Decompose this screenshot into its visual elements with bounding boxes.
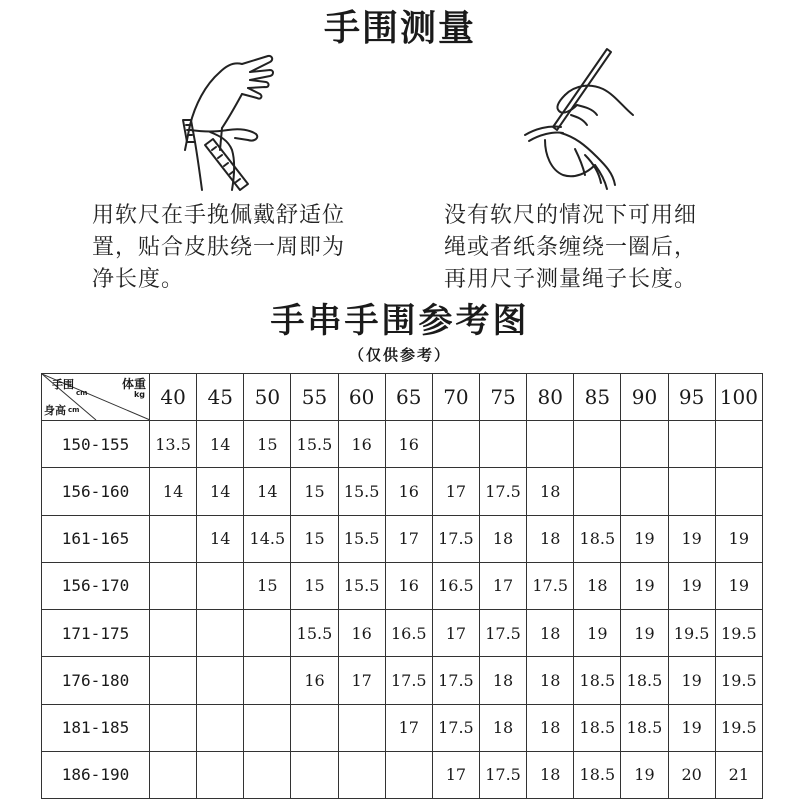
wrist-size-cell: 14 <box>197 468 244 515</box>
table-row <box>42 562 763 609</box>
wrist-size-cell: 15.5 <box>291 610 338 657</box>
table-row <box>42 751 763 798</box>
wrist-size-cell: 19 <box>715 515 762 562</box>
wrist-size-cell: 16.5 <box>432 562 479 609</box>
weight-header-cell: 40 <box>150 374 197 421</box>
instruction-line: 绳或者纸条缠绕一圈后， <box>444 235 698 260</box>
instruction-line: 再用尺子测量绳子长度。 <box>444 267 698 292</box>
wrist-size-cell <box>150 515 197 562</box>
wrist-size-cell <box>150 610 197 657</box>
wrist-size-cell: 18 <box>479 704 526 751</box>
wrist-size-cell: 15.5 <box>338 515 385 562</box>
wrist-size-cell <box>338 704 385 751</box>
height-unit: cm <box>68 406 80 414</box>
wrist-size-cell: 19 <box>621 562 668 609</box>
wrist-size-cell: 17.5 <box>479 610 526 657</box>
instruction-line: 用软尺在手挽佩戴舒适位 <box>92 203 346 228</box>
weight-header-cell: 75 <box>479 374 526 421</box>
wrist-size-cell <box>197 704 244 751</box>
height-range-cell: 171-175 <box>42 610 150 657</box>
wrist-size-cell: 19 <box>668 657 715 704</box>
wrist-size-cell: 17 <box>432 468 479 515</box>
wrist-size-cell <box>527 421 574 468</box>
wrist-size-cell: 15.5 <box>338 562 385 609</box>
height-range-cell: 156-170 <box>42 562 150 609</box>
weight-header-cell: 80 <box>527 374 574 421</box>
wrist-size-cell <box>338 751 385 798</box>
wrist-size-cell: 17 <box>432 751 479 798</box>
wrist-size-cell <box>715 468 762 515</box>
wrist-size-cell: 17.5 <box>385 657 432 704</box>
wrist-size-cell: 18 <box>527 468 574 515</box>
weight-unit: kg <box>133 390 145 399</box>
wrist-size-cell: 18 <box>479 515 526 562</box>
weight-header-cell: 70 <box>432 374 479 421</box>
wrist-size-cell: 16 <box>291 657 338 704</box>
wrist-size-cell: 14 <box>197 421 244 468</box>
wrist-size-cell <box>150 751 197 798</box>
wrist-tape-illustration <box>150 50 300 200</box>
wrist-size-cell: 18 <box>527 751 574 798</box>
wrist-size-cell <box>197 751 244 798</box>
wrist-size-cell: 19.5 <box>668 610 715 657</box>
wrist-size-cell <box>150 562 197 609</box>
chart-title: 手串手围参考图 <box>270 301 530 341</box>
wrist-size-cell <box>668 468 715 515</box>
weight-header-cell: 95 <box>668 374 715 421</box>
wrist-size-cell: 13.5 <box>150 421 197 468</box>
wrist-size-cell: 17 <box>338 657 385 704</box>
wrist-size-cell <box>150 657 197 704</box>
wrist-size-cell <box>150 704 197 751</box>
weight-label: 体重 <box>121 377 146 391</box>
wrist-size-cell: 17.5 <box>432 704 479 751</box>
wrist-size-cell: 15 <box>291 468 338 515</box>
wrist-size-cell: 16 <box>385 562 432 609</box>
wrist-size-cell: 14 <box>197 515 244 562</box>
wrist-size-cell: 19.5 <box>715 610 762 657</box>
wrist-size-cell: 14.5 <box>244 515 291 562</box>
wrist-size-cell <box>574 468 621 515</box>
weight-header-cell: 85 <box>574 374 621 421</box>
wrist-size-cell: 15 <box>291 562 338 609</box>
wrist-size-cell: 19 <box>621 610 668 657</box>
wrist-size-cell <box>291 704 338 751</box>
wrist-size-cell: 15.5 <box>291 421 338 468</box>
wrist-size-cell: 21 <box>715 751 762 798</box>
wrist-size-cell <box>385 751 432 798</box>
wrist-size-cell: 16 <box>385 468 432 515</box>
wrist-size-cell <box>621 421 668 468</box>
instruction-line: 置，贴合皮肤绕一周即为 <box>92 235 346 260</box>
table-row <box>42 610 763 657</box>
weight-header-cell: 60 <box>338 374 385 421</box>
wrist-size-cell: 18 <box>527 515 574 562</box>
wrist-size-cell: 18.5 <box>574 657 621 704</box>
wrist-size-cell: 17 <box>432 610 479 657</box>
wrist-size-cell: 14 <box>150 468 197 515</box>
wrist-size-cell: 19.5 <box>715 704 762 751</box>
wrist-size-cell: 19 <box>621 515 668 562</box>
wrist-size-cell: 15 <box>244 421 291 468</box>
height-range-cell: 150-155 <box>42 421 150 468</box>
wrist-size-cell: 17.5 <box>479 751 526 798</box>
wrist-size-cell <box>715 421 762 468</box>
wrist-size-cell <box>574 421 621 468</box>
height-range-cell: 181-185 <box>42 704 150 751</box>
table-corner-cell <box>42 374 150 421</box>
right-instructions <box>444 200 697 296</box>
size-reference-table <box>41 373 763 799</box>
wrist-size-cell <box>244 704 291 751</box>
wrist-size-cell <box>244 610 291 657</box>
wrist-size-cell: 17.5 <box>479 468 526 515</box>
weight-header-cell: 90 <box>621 374 668 421</box>
height-range-cell: 156-160 <box>42 468 150 515</box>
weight-header-cell: 45 <box>197 374 244 421</box>
weight-header-cell: 50 <box>244 374 291 421</box>
wrist-size-cell: 16 <box>338 610 385 657</box>
wrist-size-cell: 17.5 <box>432 657 479 704</box>
wrist-size-cell: 17 <box>385 515 432 562</box>
instruction-line: 净长度。 <box>92 267 185 292</box>
wrist-size-cell: 16.5 <box>385 610 432 657</box>
reference-note: （仅供参考） <box>348 346 451 364</box>
table-row <box>42 657 763 704</box>
wrist-size-cell <box>197 562 244 609</box>
wrist-size-cell: 18 <box>527 610 574 657</box>
page-title: 手围测量 <box>323 8 476 49</box>
height-label: 身高 <box>44 404 66 417</box>
wrist-size-cell: 18.5 <box>621 657 668 704</box>
wrist-size-cell: 18.5 <box>574 751 621 798</box>
wrist-size-cell: 19 <box>668 562 715 609</box>
wrist-size-cell: 17 <box>385 704 432 751</box>
wrist-size-cell: 19 <box>621 751 668 798</box>
wrist-size-cell <box>432 421 479 468</box>
wrist-size-cell <box>621 468 668 515</box>
wrist-size-cell: 18 <box>479 657 526 704</box>
height-range-cell: 186-190 <box>42 751 150 798</box>
weight-header-cell: 65 <box>385 374 432 421</box>
wrist-size-cell: 19 <box>715 562 762 609</box>
wrist-size-cell: 18.5 <box>574 515 621 562</box>
table-row <box>42 515 763 562</box>
wrist-size-cell <box>244 751 291 798</box>
wrist-size-cell: 19 <box>668 515 715 562</box>
wrist-size-cell: 18 <box>574 562 621 609</box>
wrist-label: 手围 <box>52 378 74 391</box>
wrist-size-cell: 14 <box>244 468 291 515</box>
string-pen-illustration <box>515 45 645 195</box>
wrist-size-cell <box>479 421 526 468</box>
instruction-line: 没有软尺的情况下可用细 <box>444 203 698 228</box>
wrist-size-cell <box>244 657 291 704</box>
wrist-size-cell: 18 <box>527 704 574 751</box>
wrist-size-cell: 19 <box>668 704 715 751</box>
wrist-size-cell: 19.5 <box>715 657 762 704</box>
wrist-size-cell: 18.5 <box>621 704 668 751</box>
wrist-size-cell: 17.5 <box>432 515 479 562</box>
table-row <box>42 704 763 751</box>
wrist-size-cell: 17 <box>479 562 526 609</box>
wrist-size-cell: 18 <box>527 657 574 704</box>
table-row <box>42 421 763 468</box>
wrist-size-cell: 16 <box>385 421 432 468</box>
wrist-size-cell: 19 <box>574 610 621 657</box>
wrist-size-cell: 16 <box>338 421 385 468</box>
wrist-size-cell <box>197 610 244 657</box>
wrist-unit: cm <box>76 389 88 397</box>
table-header-row <box>42 374 763 421</box>
weight-header-cell: 100 <box>715 374 762 421</box>
wrist-size-cell <box>291 751 338 798</box>
wrist-size-cell: 15 <box>244 562 291 609</box>
table-row <box>42 468 763 515</box>
height-range-cell: 176-180 <box>42 657 150 704</box>
wrist-size-cell: 15 <box>291 515 338 562</box>
weight-header-cell: 55 <box>291 374 338 421</box>
table-body <box>42 421 763 799</box>
wrist-size-cell: 15.5 <box>338 468 385 515</box>
wrist-size-cell: 18.5 <box>574 704 621 751</box>
wrist-size-cell: 20 <box>668 751 715 798</box>
wrist-size-cell: 17.5 <box>527 562 574 609</box>
left-instructions <box>92 200 345 296</box>
height-range-cell: 161-165 <box>42 515 150 562</box>
wrist-size-cell <box>197 657 244 704</box>
wrist-size-cell <box>668 421 715 468</box>
